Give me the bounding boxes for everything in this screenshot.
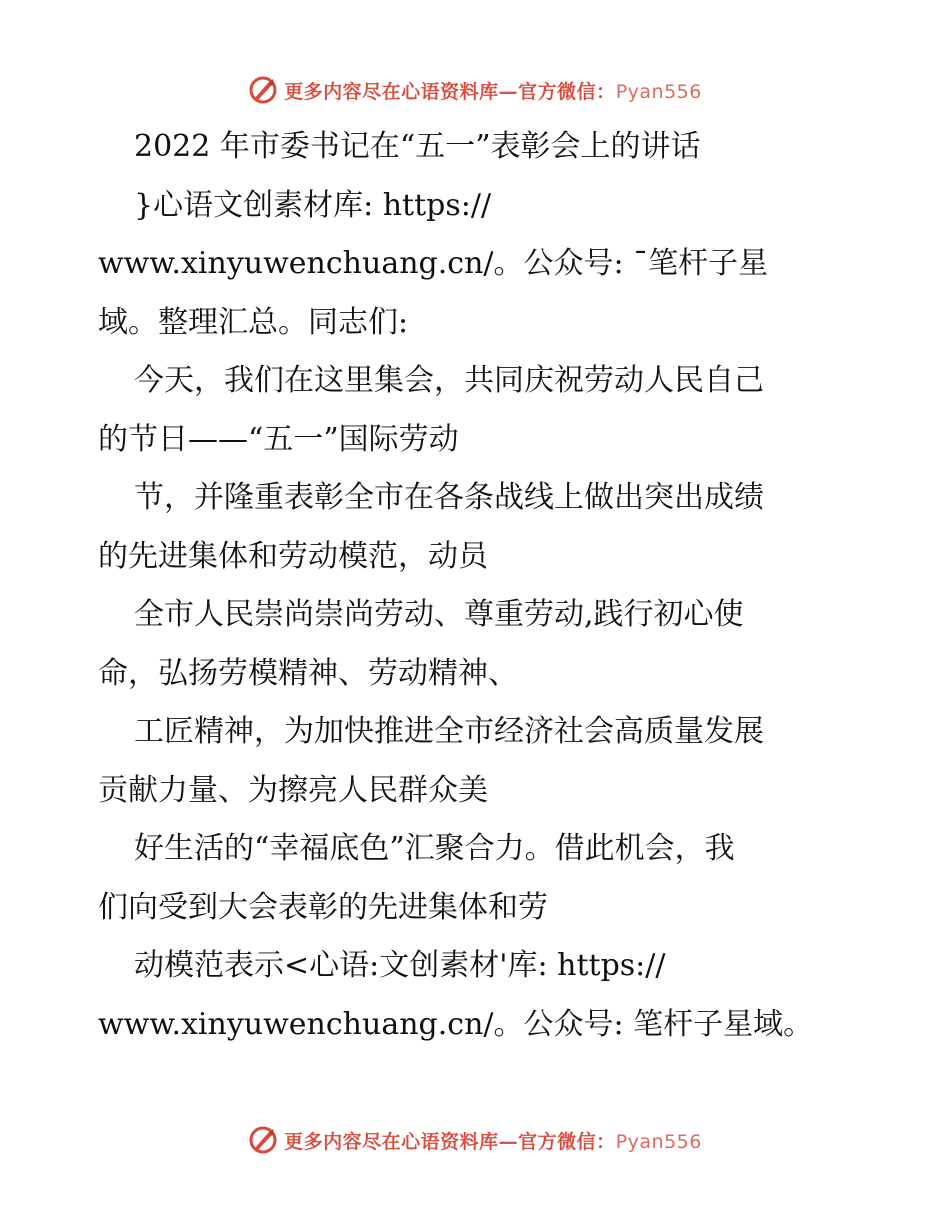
banner-separator: — — [498, 80, 519, 103]
banner-wechat-account: Pyan556 — [615, 1130, 702, 1153]
text-line: 动模范表示<心语:文创素材'库: https:// — [134, 948, 666, 983]
banner-separator: — — [498, 1130, 519, 1153]
text-line: 贡献力量、为擦亮人民群众美 — [98, 772, 488, 808]
text-line: 命，弘扬劳模精神、劳动精神、 — [98, 655, 518, 691]
banner-text — [284, 1127, 702, 1154]
banner-wechat-label: 官方微信： — [518, 80, 616, 103]
text-line: 域。整理汇总。同志们: — [98, 304, 409, 340]
banner-site: 更多内容尽在心语资料库 — [284, 80, 499, 103]
banner-text — [284, 77, 702, 104]
text-line: 工匠精神，为加快推进全市经济社会高质量发展 — [134, 714, 764, 749]
banner-wechat-label: 官方微信： — [518, 1130, 616, 1153]
quill-logo-icon — [248, 1125, 278, 1155]
text-line: 们向受到大会表彰的先进集体和劳 — [98, 889, 548, 925]
text-line: 全市人民崇尚崇尚劳动、尊重劳动,践行初心使 — [134, 597, 744, 632]
document-body — [98, 126, 878, 1062]
text-line: www.xinyuwenchuang.cn/。公众号: 笔杆子星域。 — [98, 1006, 814, 1042]
text-line: 的节日——“五一”国际劳动 — [98, 421, 459, 457]
text-line: 的先进集体和劳动模范，动员 — [98, 538, 488, 574]
header-watermark-banner — [0, 70, 950, 110]
banner-site: 更多内容尽在心语资料库 — [284, 1130, 499, 1153]
text-line: 今天，我们在这里集会，共同庆祝劳动人民自己 — [134, 363, 764, 398]
document-title: 2022 年市委书记在“五一”表彰会上的讲话 — [134, 129, 701, 164]
footer-watermark-banner — [0, 1120, 950, 1160]
banner-wechat-account: Pyan556 — [615, 80, 702, 103]
text-line: }心语文创素材库: https:// — [134, 187, 492, 223]
quill-logo-icon — [248, 75, 278, 105]
text-line: 好生活的“幸福底色”汇聚合力。借此机会，我 — [134, 831, 735, 866]
text-line: 节，并隆重表彰全市在各条战线上做出突出成绩 — [134, 480, 764, 515]
text-line: www.xinyuwenchuang.cn/。公众号: ¯笔杆子星 — [98, 246, 769, 281]
